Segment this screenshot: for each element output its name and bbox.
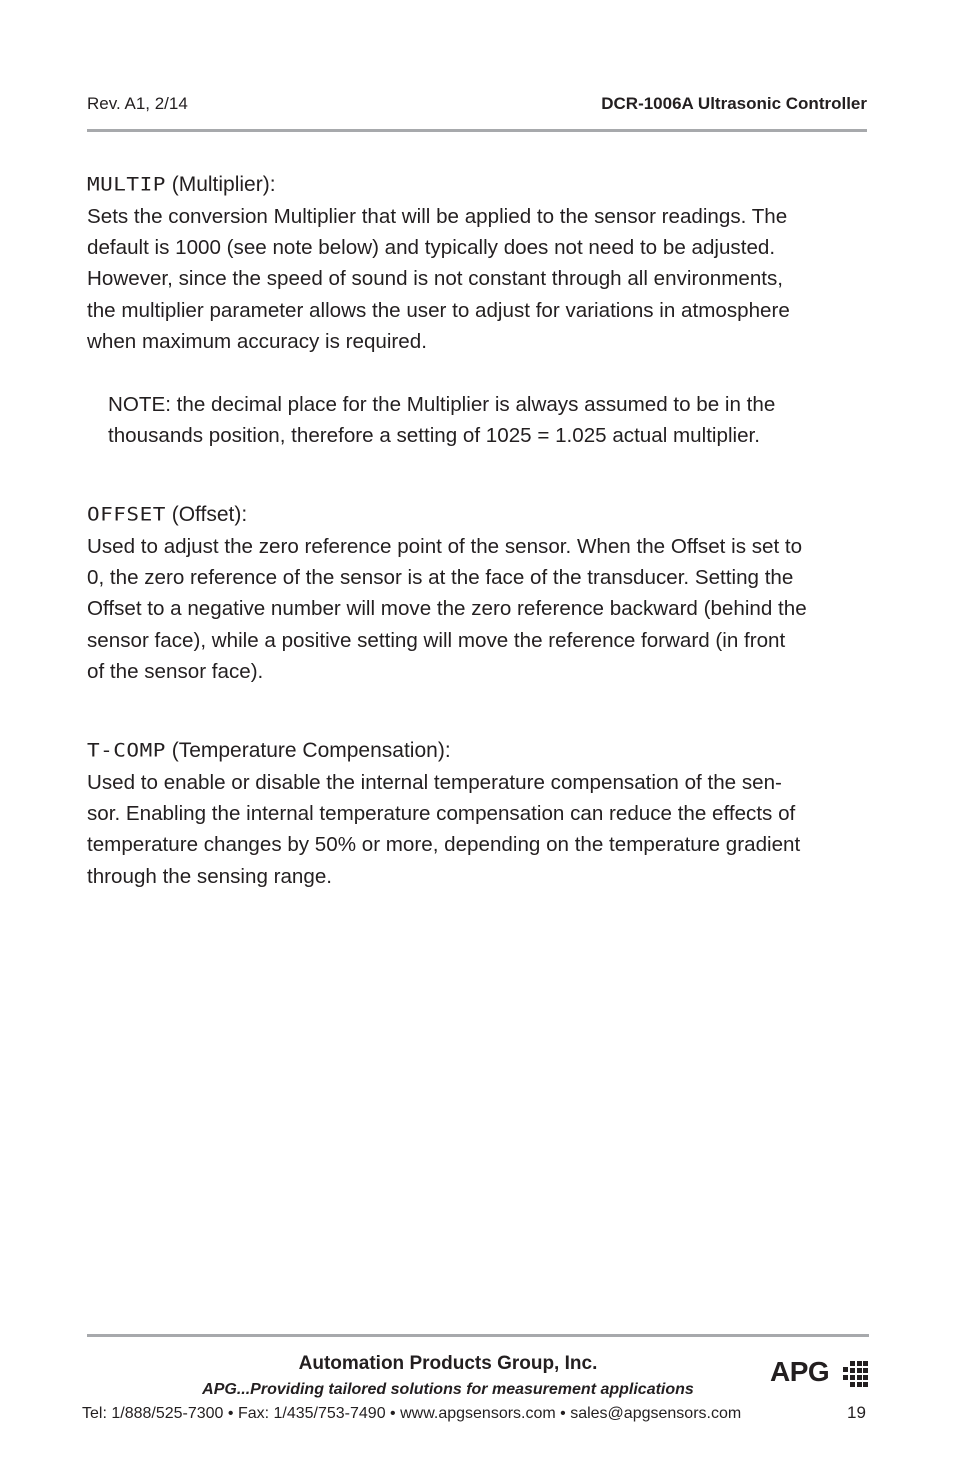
header-divider — [87, 129, 867, 132]
paragraph-line: sensor face), while a positive setting will move the reference forward (in front — [87, 628, 786, 652]
offset-description — [87, 531, 877, 687]
product-title: DCR-1006A Ultrasonic Controller — [601, 94, 867, 113]
apg-logo — [770, 1356, 870, 1392]
paragraph-line: the multiplier parameter allows the user to adjust for variations in atmosphere — [87, 298, 790, 322]
multip-description — [87, 201, 877, 357]
paragraph-line: default is 1000 (see note below) and typically does not need to be adjusted. — [87, 236, 776, 260]
note-line: thousands position, therefore a setting of 1025 = 1.025 actual multiplier. — [108, 424, 760, 448]
paragraph-line: temperature changes by 50% or more, depending on the temperature gradient — [87, 833, 801, 857]
paragraph-line: However, since the speed of sound is not constant through all environments, — [87, 267, 784, 291]
logo-text: APG — [770, 1356, 830, 1387]
paragraph-line: Offset to a negative number will move the zero reference backward (behind the — [87, 597, 807, 621]
footer-divider — [87, 1334, 869, 1337]
paragraph-line: when maximum accuracy is required. — [87, 329, 427, 353]
logo-grid-icon — [843, 1361, 868, 1387]
tcomp-heading — [87, 736, 451, 765]
offset-name: (Offset): — [171, 503, 248, 526]
multip-code: MULTIP — [87, 173, 166, 195]
offset-code: OFFSET — [87, 503, 166, 525]
multip-heading — [87, 170, 276, 199]
paragraph-line: Used to adjust the zero reference point of the sensor. When the Offset is set to — [87, 535, 803, 558]
offset-heading — [87, 500, 247, 529]
paragraph-line: through the sensing range. — [87, 864, 333, 888]
multip-note — [108, 389, 868, 451]
revision-label: Rev. A1, 2/14 — [87, 94, 188, 113]
tcomp-name: (Temperature Compensation): — [171, 739, 451, 762]
tcomp-code: T-COMP — [87, 739, 166, 761]
contact-info: Tel: 1/888/525-7300 • Fax: 1/435/753-7490 • www.apgsensors.com • sales@apgsensors.com — [82, 1405, 742, 1422]
note-line: NOTE: the decimal place for the Multiplier is always assumed to be in the — [108, 393, 776, 416]
tcomp-description — [87, 767, 877, 892]
paragraph-line: Sets the conversion Multiplier that will be applied to the sensor readings. The — [87, 205, 788, 228]
company-name: Automation Products Group, Inc. — [298, 1353, 598, 1374]
paragraph-line: sor. Enabling the internal temperature compensation can reduce the effects of — [87, 802, 796, 826]
page-number: 19 — [847, 1403, 866, 1422]
paragraph-line: Used to enable or disable the internal temperature compensation of the sen- — [87, 771, 782, 794]
paragraph-line: of the sensor face). — [87, 659, 264, 683]
multip-name: (Multiplier): — [171, 173, 276, 196]
company-tagline: APG...Providing tailored solutions for measurement applications — [202, 1381, 694, 1398]
paragraph-line: 0, the zero reference of the sensor is at the face of the transducer. Setting the — [87, 566, 794, 590]
